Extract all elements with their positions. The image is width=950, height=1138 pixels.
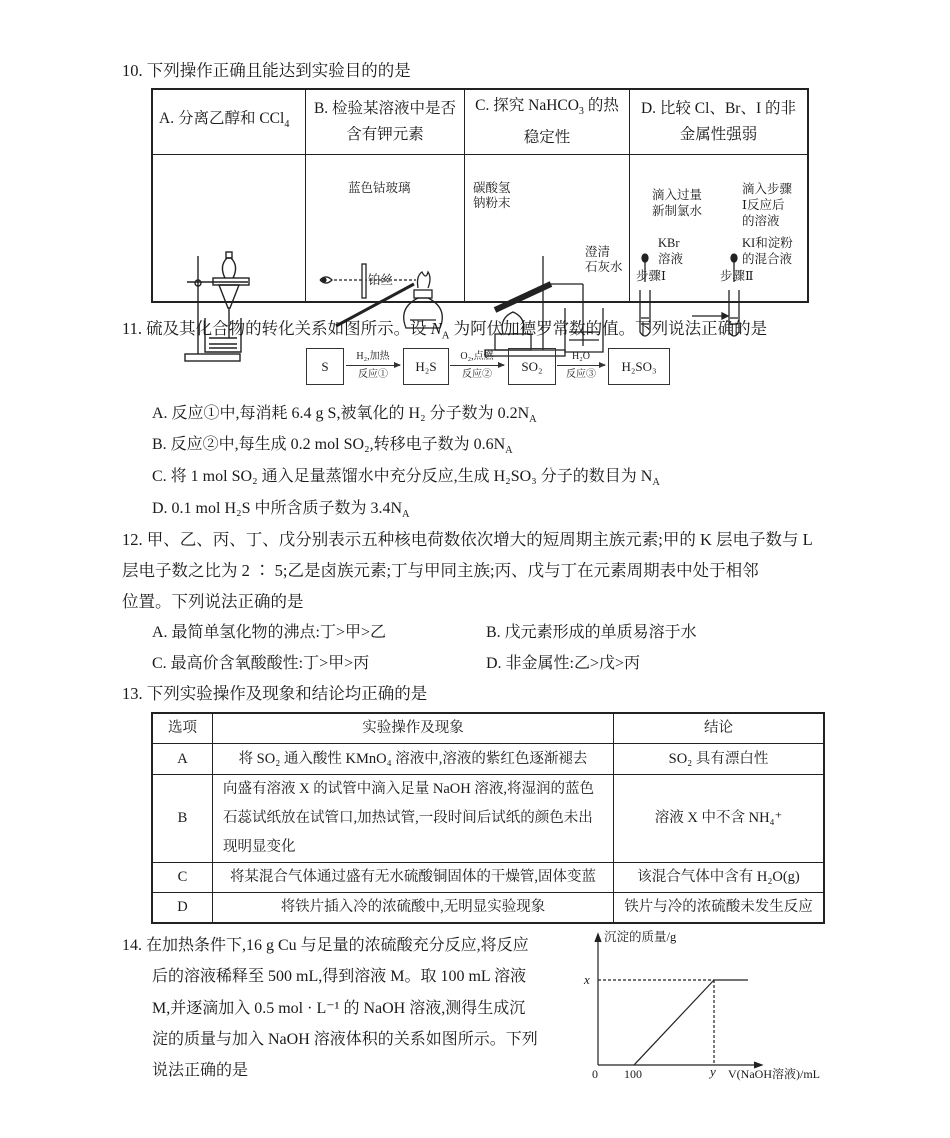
arrow1-top: H₂,加热 (356, 351, 390, 362)
separatory-funnel-icon (153, 228, 303, 374)
q10-option-c (465, 89, 630, 155)
question-14-stem (122, 930, 572, 1086)
row-option: B (152, 775, 213, 863)
figure-separation-apparatus (152, 155, 306, 303)
q11-c-text: C. 将 1 mol SO₂ 通入足量蒸馏水中充分反应,生成 H₂SO₃ 分子的数目为 N (152, 468, 653, 485)
table-row (152, 744, 824, 775)
flow-box-s: S (306, 348, 344, 385)
q12-stem-line3: 位置。下列说法正确的是 (122, 592, 304, 611)
y-tick-x: x (584, 972, 590, 987)
q11-b-text: B. 反应②中,每生成 0.2 mol SO₂,转移电子数为 0.6N (152, 436, 506, 453)
figure-halogen-comparison (630, 155, 809, 303)
q12-option-c: C. 最高价含氧酸酸性:丁>甲>丙 (152, 655, 370, 672)
q12-option-b: B. 戊元素形成的单质易溶于水 (486, 624, 697, 641)
question-11-stem (122, 315, 767, 341)
arrow2-bottom: 反应② (462, 369, 492, 380)
q11-d-sub: A (402, 509, 410, 521)
origin-label: 0 (592, 1067, 598, 1081)
q10-c-sub: 3 (578, 106, 584, 118)
row-option: C (152, 863, 213, 893)
label-step1-dropper (652, 187, 702, 219)
x-axis-label: V(NaOH溶液)/mL (728, 1067, 820, 1081)
row-conclusion: 溶液 X 中不含 NH₄⁺ (614, 775, 825, 863)
ki-line2: 的混合液 (742, 252, 793, 266)
label-limewater-2: 石灰水 (585, 260, 623, 274)
flow-arrow-3 (557, 348, 605, 383)
label-step2: 步骤Ⅱ (720, 269, 754, 283)
q12-stem-line1: 12. 甲、乙、丙、丁、戊分别表示五种核电荷数依次增大的短周期主族元素;甲的 K 层电子数与 L (122, 530, 813, 549)
arrow3-top: H₂O (572, 351, 590, 362)
row-conclusion: 该混合气体中含有 H₂O(g) (614, 863, 825, 893)
figure-flame-test (306, 155, 465, 303)
q13-table (151, 712, 825, 924)
row-option: D (152, 893, 213, 924)
q11-option-b (152, 431, 513, 456)
flow-arrow-2 (450, 348, 504, 383)
q12-option-a: A. 最简单氢化物的沸点:丁>甲>乙 (152, 624, 387, 641)
row-operation: 将 SO₂ 通入酸性 KMnO₄ 溶液中,溶液的紫红色逐渐褪去 (213, 744, 614, 775)
q11-b-sub: A (505, 445, 513, 457)
drop2-line1: 滴入步骤 (742, 182, 793, 196)
x-tick-100: 100 (624, 1067, 642, 1081)
y-axis-label: 沉淀的质量/g (604, 930, 677, 944)
label-platinum-wire: 铂丝 (368, 273, 394, 287)
drop1-line1: 滴入过量 (652, 188, 703, 202)
x-tick-y: y (710, 1064, 716, 1079)
q14-line1: 14. 在加热条件下,16 g Cu 与足量的浓硫酸充分反应,将反应 (122, 937, 529, 954)
q11-stem-a: 11. 硫及其化合物的转化关系如图所示。设 (122, 319, 431, 338)
q11-stem-b: 为阿伏加德罗常数的值。下列说法正确的是 (449, 319, 768, 338)
q12-option-d: D. 非金属性:乙>戊>丙 (486, 655, 641, 672)
row-operation: 将某混合气体通过盛有无水硫酸铜固体的干燥管,固体变蓝 (213, 863, 614, 893)
row-conclusion: SO₂ 具有漂白性 (614, 744, 825, 775)
q11-d-text: D. 0.1 mol H₂S 中所含质子数为 3.4N (152, 500, 403, 517)
ki-line1: KI和淀粉 (742, 236, 793, 250)
arrow1-bottom: 反应① (358, 369, 388, 380)
label-nahco3-1: 碳酸氢 (473, 181, 511, 195)
label-cobalt-glass: 蓝色钴玻璃 (348, 181, 411, 195)
q10-option-d: D. 比较 Cl、Br、I 的非金属性强弱 (630, 89, 809, 155)
q10-c-tail: 的热稳定性 (523, 96, 619, 147)
question-13-stem: 13. 下列实验操作及现象和结论均正确的是 (122, 684, 428, 703)
q14-line5: 说法正确的是 (152, 1062, 249, 1080)
label-step1: 步骤Ⅰ (636, 269, 666, 283)
q11-option-c (152, 463, 660, 488)
y-axis-arrow (595, 934, 601, 942)
q14-line3: M,并逐滴加入 0.5 mol · L⁻¹ 的 NaOH 溶液,测得生成沉 (152, 999, 526, 1017)
kbr-line2: 溶液 (658, 252, 684, 266)
flow-arrow-1 (346, 348, 400, 383)
drop2-line3: 的溶液 (742, 214, 780, 228)
q11-c-sub: A (652, 477, 660, 489)
flow-box-h2s: H₂S (403, 348, 449, 385)
q10-c-text: C. 探究 NaHCO (475, 96, 579, 114)
question-10-stem: 10. 下列操作正确且能达到实验目的的是 (122, 61, 411, 80)
q14-line4: 淀的质量与加入 NaOH 溶液体积的关系如图所示。下列 (152, 1030, 538, 1048)
q10-a-sub: 4 (284, 119, 290, 131)
chart-axes-lines (580, 928, 830, 1078)
table-row (152, 893, 824, 924)
rising-line (634, 980, 714, 1065)
q11-option-d (152, 495, 410, 520)
q11-na: N (430, 319, 442, 338)
table-row (152, 863, 824, 893)
drop2-line2: Ⅰ反应后 (742, 198, 785, 212)
row-option: A (152, 744, 213, 775)
q10-options-table (151, 88, 809, 303)
q11-a-text: A. 反应①中,每消耗 6.4 g S,被氧化的 H₂ 分子数为 0.2N (152, 405, 530, 422)
label-step2-dropper (742, 181, 792, 229)
q11-a-sub: A (529, 414, 537, 426)
figure-thermal-decomposition (465, 155, 630, 303)
label-nahco3-2: 钠粉末 (473, 196, 511, 210)
row-operation: 向盛有溶液 X 的试管中滴入足量 NaOH 溶液,将湿润的蓝色石蕊试纸放在试管口,加热试管,一段时间后试纸的颜色未出现明显变化 (213, 775, 614, 863)
q14-line2: 后的溶液稀释至 500 mL,得到溶液 M。取 100 mL 溶液 (152, 968, 527, 986)
row-conclusion: 铁片与冷的浓硫酸未发生反应 (614, 893, 825, 924)
header-conclusion: 结论 (614, 713, 825, 744)
q12-stem-line2: 层电子数之比为 2 ∶ 5;乙是卤族元素;丁与甲同主族;丙、戊与丁在元素周期表中处于相邻 (122, 561, 759, 580)
drop1-line2: 新制氯水 (652, 204, 703, 218)
q10-option-a (152, 89, 306, 155)
label-limewater-1: 澄清 (585, 245, 611, 259)
row-operation: 将铁片插入冷的浓硫酸中,无明显实验现象 (213, 893, 614, 924)
header-option: 选项 (152, 713, 213, 744)
flow-box-h2so3: H₂SO₃ (608, 348, 670, 385)
kbr-line1: KBr (658, 236, 680, 250)
precipitate-mass-chart (580, 928, 830, 1081)
header-operation: 实验操作及现象 (213, 713, 614, 744)
q11-option-a (152, 400, 537, 425)
arrow2-top: O₂,点燃 (460, 351, 494, 362)
table-row (152, 775, 824, 863)
flow-box-so2: SO₂ (508, 348, 556, 385)
q10-option-b: B. 检验某溶液中是否含有钾元素 (306, 89, 465, 155)
q11-na-sub: A (441, 329, 450, 342)
q10-a-text: A. 分离乙醇和 CCl (159, 109, 285, 127)
arrow3-bottom: 反应③ (566, 369, 596, 380)
